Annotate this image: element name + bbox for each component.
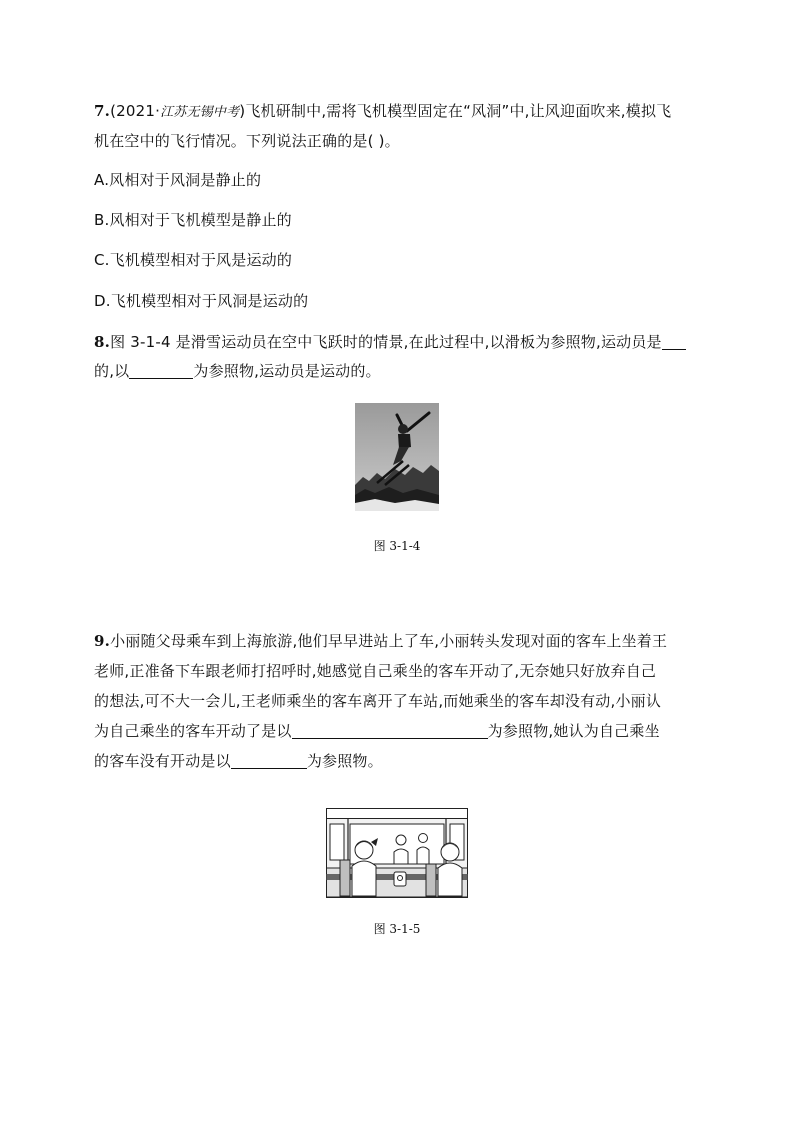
figure-3-1-5-caption: 图 3-1-5: [373, 922, 421, 936]
skier-photo: [355, 403, 439, 511]
question-7-line-2: 机在空中的飞行情况。下列说法正确的是( )。: [94, 132, 400, 150]
question-7-option-d: D.飞机模型相对于风洞是运动的: [94, 292, 309, 310]
question-9-line-3: 的想法,可不大一会儿,王老师乘坐的客车离开了车站,而她乘坐的客车却没有动,小丽认: [94, 692, 662, 710]
question-8-text: 图 3-1-4 是滑雪运动员在空中飞跃时的情景,在此过程中,以滑板为参照物,运动员是: [110, 333, 662, 351]
question-7-source: 江苏无锡中考: [160, 105, 240, 120]
question-9-line-5: [94, 746, 706, 776]
figure-3-1-4-caption: 图 3-1-4: [373, 539, 421, 553]
question-9-line-4: [94, 716, 706, 746]
answer-blank[interactable]: [129, 360, 193, 379]
question-8-number: 8.: [94, 333, 111, 351]
question-9-text: 的客车没有开动是以: [94, 752, 231, 770]
answer-blank[interactable]: [292, 720, 488, 739]
answer-blank[interactable]: [231, 750, 307, 769]
question-9-line-1: [94, 626, 706, 656]
question-9-text: 为自己乘坐的客车开动了是以: [94, 722, 292, 740]
answer-blank[interactable]: [662, 331, 686, 350]
question-7-source-open: (2021·: [110, 102, 161, 120]
question-9-text: 为参照物。: [306, 752, 383, 770]
question-7-line-1: [94, 96, 706, 128]
question-8-text: 的,以: [94, 362, 130, 380]
question-7-option-a: A.风相对于风洞是静止的: [94, 171, 262, 189]
question-7-source-close: ): [239, 102, 246, 120]
question-9-line-2: 老师,正准备下车跟老师打招呼时,她感觉自己乘坐的客车开动了,无奈她只好放弃自己: [94, 662, 657, 680]
question-9-number: 9.: [94, 632, 111, 650]
question-9-text: 小丽随父母乘车到上海旅游,他们早早进站上了车,小丽转头发现对面的客车上坐着王: [110, 632, 668, 650]
question-8-line-2: [94, 356, 706, 386]
question-8-text: 为参照物,运动员是运动的。: [193, 362, 381, 380]
question-9-text: 为参照物,她认为自己乘坐: [487, 722, 660, 740]
question-7-option-b: B.风相对于飞机模型是静止的: [94, 211, 292, 229]
question-8-line-1: [94, 327, 714, 357]
bus-illustration: [326, 808, 468, 898]
question-7-option-c: C.飞机模型相对于风是运动的: [94, 251, 293, 269]
question-7-number: 7.: [94, 102, 111, 120]
question-7-text: 飞机研制中,需将飞机模型固定在“风洞”中,让风迎面吹来,模拟飞: [245, 102, 672, 120]
